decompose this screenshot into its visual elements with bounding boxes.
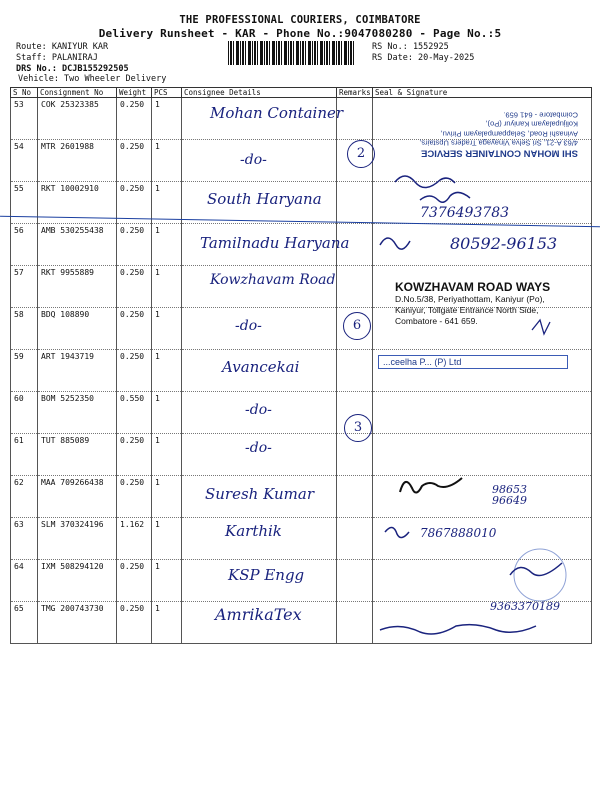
table-row bbox=[11, 392, 592, 434]
row-consignment-no: BDQ 108890 bbox=[38, 308, 117, 350]
table-header-row bbox=[11, 88, 592, 98]
row-pcs: 1 bbox=[152, 98, 182, 140]
row-weight: 0.250 bbox=[117, 182, 152, 224]
kowzhavam-line3: Combatore - 641 659. bbox=[395, 316, 478, 326]
row-sno: 60 bbox=[11, 392, 38, 434]
row-consignment-no: SLM 370324196 bbox=[38, 518, 117, 560]
row-consignment-no: MTR 2601988 bbox=[38, 140, 117, 182]
remark-circle-6: 6 bbox=[343, 312, 371, 340]
row-consignment-no: TMG 200743730 bbox=[38, 602, 117, 644]
col-weight: Weight bbox=[117, 88, 152, 98]
row-consignment-no: RKT 9955889 bbox=[38, 266, 117, 308]
signature-55-phone: 7376493783 bbox=[420, 205, 510, 221]
consignee-60: -do- bbox=[245, 402, 272, 418]
table-row bbox=[11, 434, 592, 476]
col-pcs: PCS bbox=[152, 88, 182, 98]
row-sno: 64 bbox=[11, 560, 38, 602]
row-remarks-cell bbox=[337, 182, 373, 224]
signature-63-phone: 7867888010 bbox=[420, 526, 497, 540]
row-remarks-cell bbox=[337, 602, 373, 644]
consignee-57: Kowzhavam Road bbox=[210, 272, 336, 288]
row-sno: 55 bbox=[11, 182, 38, 224]
kowzhavam-line2: Kaniyur, Tollgate Entrance North Side, bbox=[395, 305, 539, 315]
row-pcs: 1 bbox=[152, 140, 182, 182]
row-sno: 62 bbox=[11, 476, 38, 518]
kowzhavam-name: KOWZHAVAM ROAD WAYS bbox=[395, 280, 551, 294]
row-consignment-no: RKT 10002910 bbox=[38, 182, 117, 224]
mohan-stamp bbox=[378, 110, 578, 158]
row-remarks-cell bbox=[337, 518, 373, 560]
row-sno: 61 bbox=[11, 434, 38, 476]
col-sno: S No bbox=[11, 88, 38, 98]
row-pcs: 1 bbox=[152, 308, 182, 350]
consignee-54: -do- bbox=[240, 152, 267, 168]
row-weight: 0.250 bbox=[117, 434, 152, 476]
row-consignment-no: AMB 530255438 bbox=[38, 224, 117, 266]
mohan-stamp-line4: Coimbatore - 641 659. bbox=[503, 110, 578, 120]
row-sno: 58 bbox=[11, 308, 38, 350]
mohan-stamp-name: SHI MOHAN CONTAINER SERVICE bbox=[421, 147, 578, 159]
col-consignment: Consignment No bbox=[38, 88, 117, 98]
row-weight: 0.250 bbox=[117, 266, 152, 308]
row-sno: 65 bbox=[11, 602, 38, 644]
consignee-58: -do- bbox=[235, 318, 262, 334]
row-weight: 0.250 bbox=[117, 476, 152, 518]
row-weight: 0.550 bbox=[117, 392, 152, 434]
row-pcs: 1 bbox=[152, 350, 182, 392]
signature-56-phone: 80592-96153 bbox=[450, 234, 558, 253]
consignee-61: -do- bbox=[245, 440, 272, 456]
drs-number: DRS No.: DCJB155292505 bbox=[16, 64, 129, 74]
consignee-63: Karthik bbox=[225, 522, 282, 540]
row-weight: 0.250 bbox=[117, 308, 152, 350]
consignee-59: Avancekai bbox=[222, 358, 300, 376]
row-weight: 0.250 bbox=[117, 140, 152, 182]
signature-62-phone: 98653 96649 bbox=[492, 483, 527, 507]
route-label: Route: KANIYUR KAR bbox=[16, 42, 109, 52]
col-seal: Seal & Signature bbox=[373, 88, 592, 98]
row-remarks-cell bbox=[337, 350, 373, 392]
row-pcs: 1 bbox=[152, 434, 182, 476]
consignee-53: Mohan Container bbox=[210, 104, 344, 122]
row-weight: 0.250 bbox=[117, 560, 152, 602]
row-weight: 0.250 bbox=[117, 602, 152, 644]
row-weight: 1.162 bbox=[117, 518, 152, 560]
row-seal-cell bbox=[373, 434, 592, 476]
vehicle-label: Vehicle: Two Wheeler Delivery bbox=[18, 74, 167, 84]
company-title: THE PROFESSIONAL COURIERS, COIMBATORE bbox=[179, 14, 421, 26]
row-consignment-no: TUT 885089 bbox=[38, 434, 117, 476]
row-consignment-no: COK 25323385 bbox=[38, 98, 117, 140]
consignee-64: KSP Engg bbox=[228, 566, 305, 584]
row-weight: 0.250 bbox=[117, 350, 152, 392]
row-consignment-no: IXM 508294120 bbox=[38, 560, 117, 602]
table-row bbox=[11, 518, 592, 560]
row-sno: 57 bbox=[11, 266, 38, 308]
mohan-stamp-line1: 4/63 A-21, Sri Selva Vinayaga Traders Upstairs, bbox=[419, 139, 578, 148]
barcode-image bbox=[228, 41, 356, 65]
row-remarks-cell bbox=[337, 560, 373, 602]
row-seal-cell bbox=[373, 560, 592, 602]
consignee-65: AmrikaTex bbox=[215, 605, 302, 624]
rs-date: RS Date: 20-May-2025 bbox=[372, 53, 475, 63]
row-consignment-no: BOM 5252350 bbox=[38, 392, 117, 434]
remark-circle-2: 2 bbox=[347, 140, 375, 168]
mohan-stamp-line3: Kolijupalayam Kaniyur (Po), bbox=[485, 120, 578, 129]
runsheet-title: Delivery Runsheet - KAR - Phone No.:9047080280 - Page No.:5 bbox=[98, 27, 502, 40]
row-pcs: 1 bbox=[152, 518, 182, 560]
row-consignment-no: ART 1943719 bbox=[38, 350, 117, 392]
row-consignment-no: MAA 709266438 bbox=[38, 476, 117, 518]
row-remarks-cell bbox=[337, 266, 373, 308]
row-weight: 0.250 bbox=[117, 224, 152, 266]
row-remarks-cell bbox=[337, 476, 373, 518]
row-sno: 53 bbox=[11, 98, 38, 140]
row-pcs: 1 bbox=[152, 392, 182, 434]
consignee-62: Suresh Kumar bbox=[205, 485, 314, 503]
kowzhavam-line1: D.No.5/38, Periyathottam, Kaniyur (Po), bbox=[395, 294, 545, 304]
row-weight: 0.250 bbox=[117, 98, 152, 140]
row-pcs: 1 bbox=[152, 182, 182, 224]
row-pcs: 1 bbox=[152, 560, 182, 602]
mohan-stamp-line2: Avinashi Road, Selappampalayam Pirivu, bbox=[440, 129, 578, 139]
remark-circle-3: 3 bbox=[344, 414, 372, 442]
aveecelha-stamp: ...ceelha P... (P) Ltd bbox=[378, 355, 568, 369]
col-remarks: Remarks bbox=[337, 88, 373, 98]
consignee-55: South Haryana bbox=[207, 190, 322, 208]
row-sno: 59 bbox=[11, 350, 38, 392]
signature-65-phone: 9363370189 bbox=[490, 600, 560, 613]
row-pcs: 1 bbox=[152, 602, 182, 644]
row-pcs: 1 bbox=[152, 224, 182, 266]
kowzhavam-stamp bbox=[395, 280, 590, 327]
row-sno: 54 bbox=[11, 140, 38, 182]
consignee-56: Tamilnadu Haryana bbox=[200, 234, 350, 252]
row-sno: 63 bbox=[11, 518, 38, 560]
row-pcs: 1 bbox=[152, 266, 182, 308]
row-pcs: 1 bbox=[152, 476, 182, 518]
col-consignee: Consignee Details bbox=[182, 88, 337, 98]
row-seal-cell bbox=[373, 392, 592, 434]
staff-label: Staff: PALANIRAJ bbox=[16, 53, 98, 63]
rs-number: RS No.: 1552925 bbox=[372, 42, 449, 52]
row-sno: 56 bbox=[11, 224, 38, 266]
